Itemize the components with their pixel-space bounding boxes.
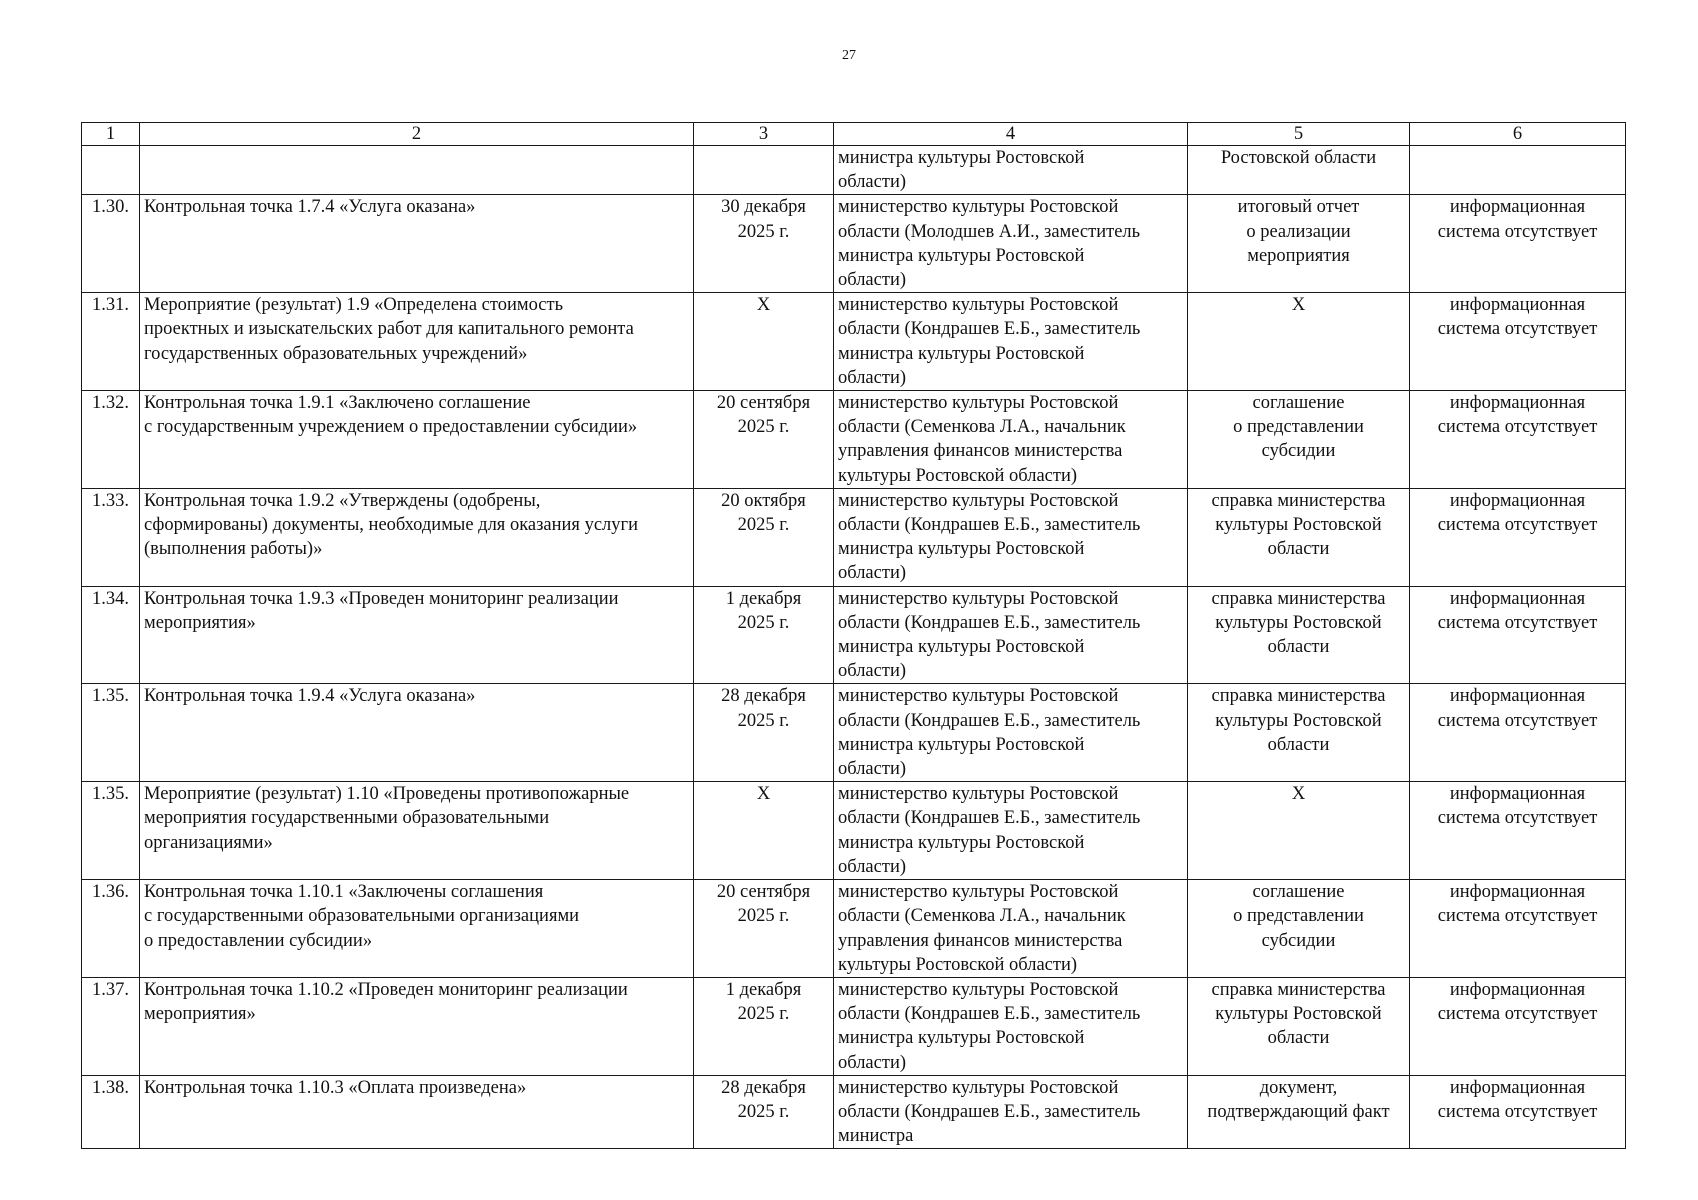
event-name-cell: Контрольная точка 1.10.2 «Проведен мониторинг реализации мероприятия» xyxy=(140,977,694,1075)
responsible-cell: министерство культуры Ростовской области (Семенкова Л.А., начальник управления финансов министерства культуры Ростовской области) xyxy=(834,391,1188,489)
deadline-cell: Х xyxy=(694,293,834,391)
responsible-cell: министра культуры Ростовской области) xyxy=(834,146,1188,195)
document-cell: справка министерства культуры Ростовской области xyxy=(1188,684,1410,782)
info-system-cell: информационная система отсутствует xyxy=(1410,391,1626,489)
deadline-cell: 20 сентября 2025 г. xyxy=(694,391,834,489)
document-cell: соглашение о представлении субсидии xyxy=(1188,880,1410,978)
info-system-cell xyxy=(1410,146,1626,195)
info-system-cell: информационная система отсутствует xyxy=(1410,977,1626,1075)
row-number-cell: 1.36. xyxy=(82,880,140,978)
deadline-cell xyxy=(694,146,834,195)
info-system-cell: информационная система отсутствует xyxy=(1410,195,1626,293)
document-cell: справка министерства культуры Ростовской области xyxy=(1188,488,1410,586)
responsible-cell: министерство культуры Ростовской области (Кондрашев Е.Б., заместитель министра культуры Ростовской области) xyxy=(834,488,1188,586)
table-row xyxy=(82,195,1626,293)
document-cell: Ростовской области xyxy=(1188,146,1410,195)
info-system-cell: информационная система отсутствует xyxy=(1410,488,1626,586)
document-cell: справка министерства культуры Ростовской области xyxy=(1188,977,1410,1075)
row-number-cell: 1.35. xyxy=(82,684,140,782)
column-number-4: 4 xyxy=(834,123,1188,146)
document-cell: соглашение о представлении субсидии xyxy=(1188,391,1410,489)
event-name-cell: Контрольная точка 1.9.3 «Проведен мониторинг реализации мероприятия» xyxy=(140,586,694,684)
event-name-cell: Мероприятие (результат) 1.9 «Определена стоимость проектных и изыскательских работ для капитального ремонта государственных образовательных учреждений» xyxy=(140,293,694,391)
table-row xyxy=(82,146,1626,195)
table-row xyxy=(82,1075,1626,1149)
deadline-cell: 1 декабря 2025 г. xyxy=(694,586,834,684)
responsible-cell: министерство культуры Ростовской области (Кондрашев Е.Б., заместитель министра культуры Ростовской области) xyxy=(834,977,1188,1075)
row-number-cell: 1.38. xyxy=(82,1075,140,1149)
row-number-cell xyxy=(82,146,140,195)
responsible-cell: министерство культуры Ростовской области (Кондрашев Е.Б., заместитель министра xyxy=(834,1075,1188,1149)
table-row xyxy=(82,880,1626,978)
responsible-cell: министерство культуры Ростовской области (Кондрашев Е.Б., заместитель министра культуры Ростовской области) xyxy=(834,293,1188,391)
deadline-cell: 30 декабря 2025 г. xyxy=(694,195,834,293)
plan-table xyxy=(81,122,1626,1149)
column-number-2: 2 xyxy=(140,123,694,146)
column-number-row xyxy=(82,123,1626,146)
deadline-cell: 28 декабря 2025 г. xyxy=(694,1075,834,1149)
responsible-cell: министерство культуры Ростовской области (Семенкова Л.А., начальник управления финансов министерства культуры Ростовской области) xyxy=(834,880,1188,978)
table-row xyxy=(82,586,1626,684)
table-row xyxy=(82,684,1626,782)
row-number-cell: 1.34. xyxy=(82,586,140,684)
column-number-6: 6 xyxy=(1410,123,1626,146)
row-number-cell: 1.31. xyxy=(82,293,140,391)
table-row xyxy=(82,782,1626,880)
info-system-cell: информационная система отсутствует xyxy=(1410,586,1626,684)
deadline-cell: 20 октября 2025 г. xyxy=(694,488,834,586)
event-name-cell: Контрольная точка 1.7.4 «Услуга оказана» xyxy=(140,195,694,293)
document-cell: документ, подтверждающий факт xyxy=(1188,1075,1410,1149)
deadline-cell: 20 сентября 2025 г. xyxy=(694,880,834,978)
column-number-5: 5 xyxy=(1188,123,1410,146)
row-number-cell: 1.30. xyxy=(82,195,140,293)
deadline-cell: Х xyxy=(694,782,834,880)
table-row xyxy=(82,293,1626,391)
column-number-3: 3 xyxy=(694,123,834,146)
responsible-cell: министерство культуры Ростовской области (Кондрашев Е.Б., заместитель министра культуры Ростовской области) xyxy=(834,684,1188,782)
table-row xyxy=(82,391,1626,489)
responsible-cell: министерство культуры Ростовской области (Молодшев А.И., заместитель министра культуры Ростовской области) xyxy=(834,195,1188,293)
row-number-cell: 1.33. xyxy=(82,488,140,586)
document-cell: Х xyxy=(1188,782,1410,880)
responsible-cell: министерство культуры Ростовской области (Кондрашев Е.Б., заместитель министра культуры Ростовской области) xyxy=(834,782,1188,880)
page-number: 27 xyxy=(842,48,856,63)
event-name-cell: Мероприятие (результат) 1.10 «Проведены противопожарные мероприятия государственными образовательными организациями» xyxy=(140,782,694,880)
info-system-cell: информационная система отсутствует xyxy=(1410,880,1626,978)
event-name-cell xyxy=(140,146,694,195)
table-row xyxy=(82,977,1626,1075)
row-number-cell: 1.35. xyxy=(82,782,140,880)
info-system-cell: информационная система отсутствует xyxy=(1410,684,1626,782)
event-name-cell: Контрольная точка 1.9.4 «Услуга оказана» xyxy=(140,684,694,782)
event-name-cell: Контрольная точка 1.10.3 «Оплата произведена» xyxy=(140,1075,694,1149)
info-system-cell: информационная система отсутствует xyxy=(1410,782,1626,880)
deadline-cell: 1 декабря 2025 г. xyxy=(694,977,834,1075)
document-cell: итоговый отчет о реализации мероприятия xyxy=(1188,195,1410,293)
deadline-cell: 28 декабря 2025 г. xyxy=(694,684,834,782)
responsible-cell: министерство культуры Ростовской области (Кондрашев Е.Б., заместитель министра культуры Ростовской области) xyxy=(834,586,1188,684)
table-row xyxy=(82,488,1626,586)
event-name-cell: Контрольная точка 1.9.2 «Утверждены (одобрены, сформированы) документы, необходимые для оказания услуги (выполнения работы)» xyxy=(140,488,694,586)
document-cell: Х xyxy=(1188,293,1410,391)
column-number-1: 1 xyxy=(82,123,140,146)
info-system-cell: информационная система отсутствует xyxy=(1410,293,1626,391)
event-name-cell: Контрольная точка 1.9.1 «Заключено соглашение с государственным учреждением о предоставлении субсидии» xyxy=(140,391,694,489)
event-name-cell: Контрольная точка 1.10.1 «Заключены соглашения с государственными образовательными организациями о предоставлении субсидии» xyxy=(140,880,694,978)
document-cell: справка министерства культуры Ростовской области xyxy=(1188,586,1410,684)
row-number-cell: 1.37. xyxy=(82,977,140,1075)
info-system-cell: информационная система отсутствует xyxy=(1410,1075,1626,1149)
row-number-cell: 1.32. xyxy=(82,391,140,489)
